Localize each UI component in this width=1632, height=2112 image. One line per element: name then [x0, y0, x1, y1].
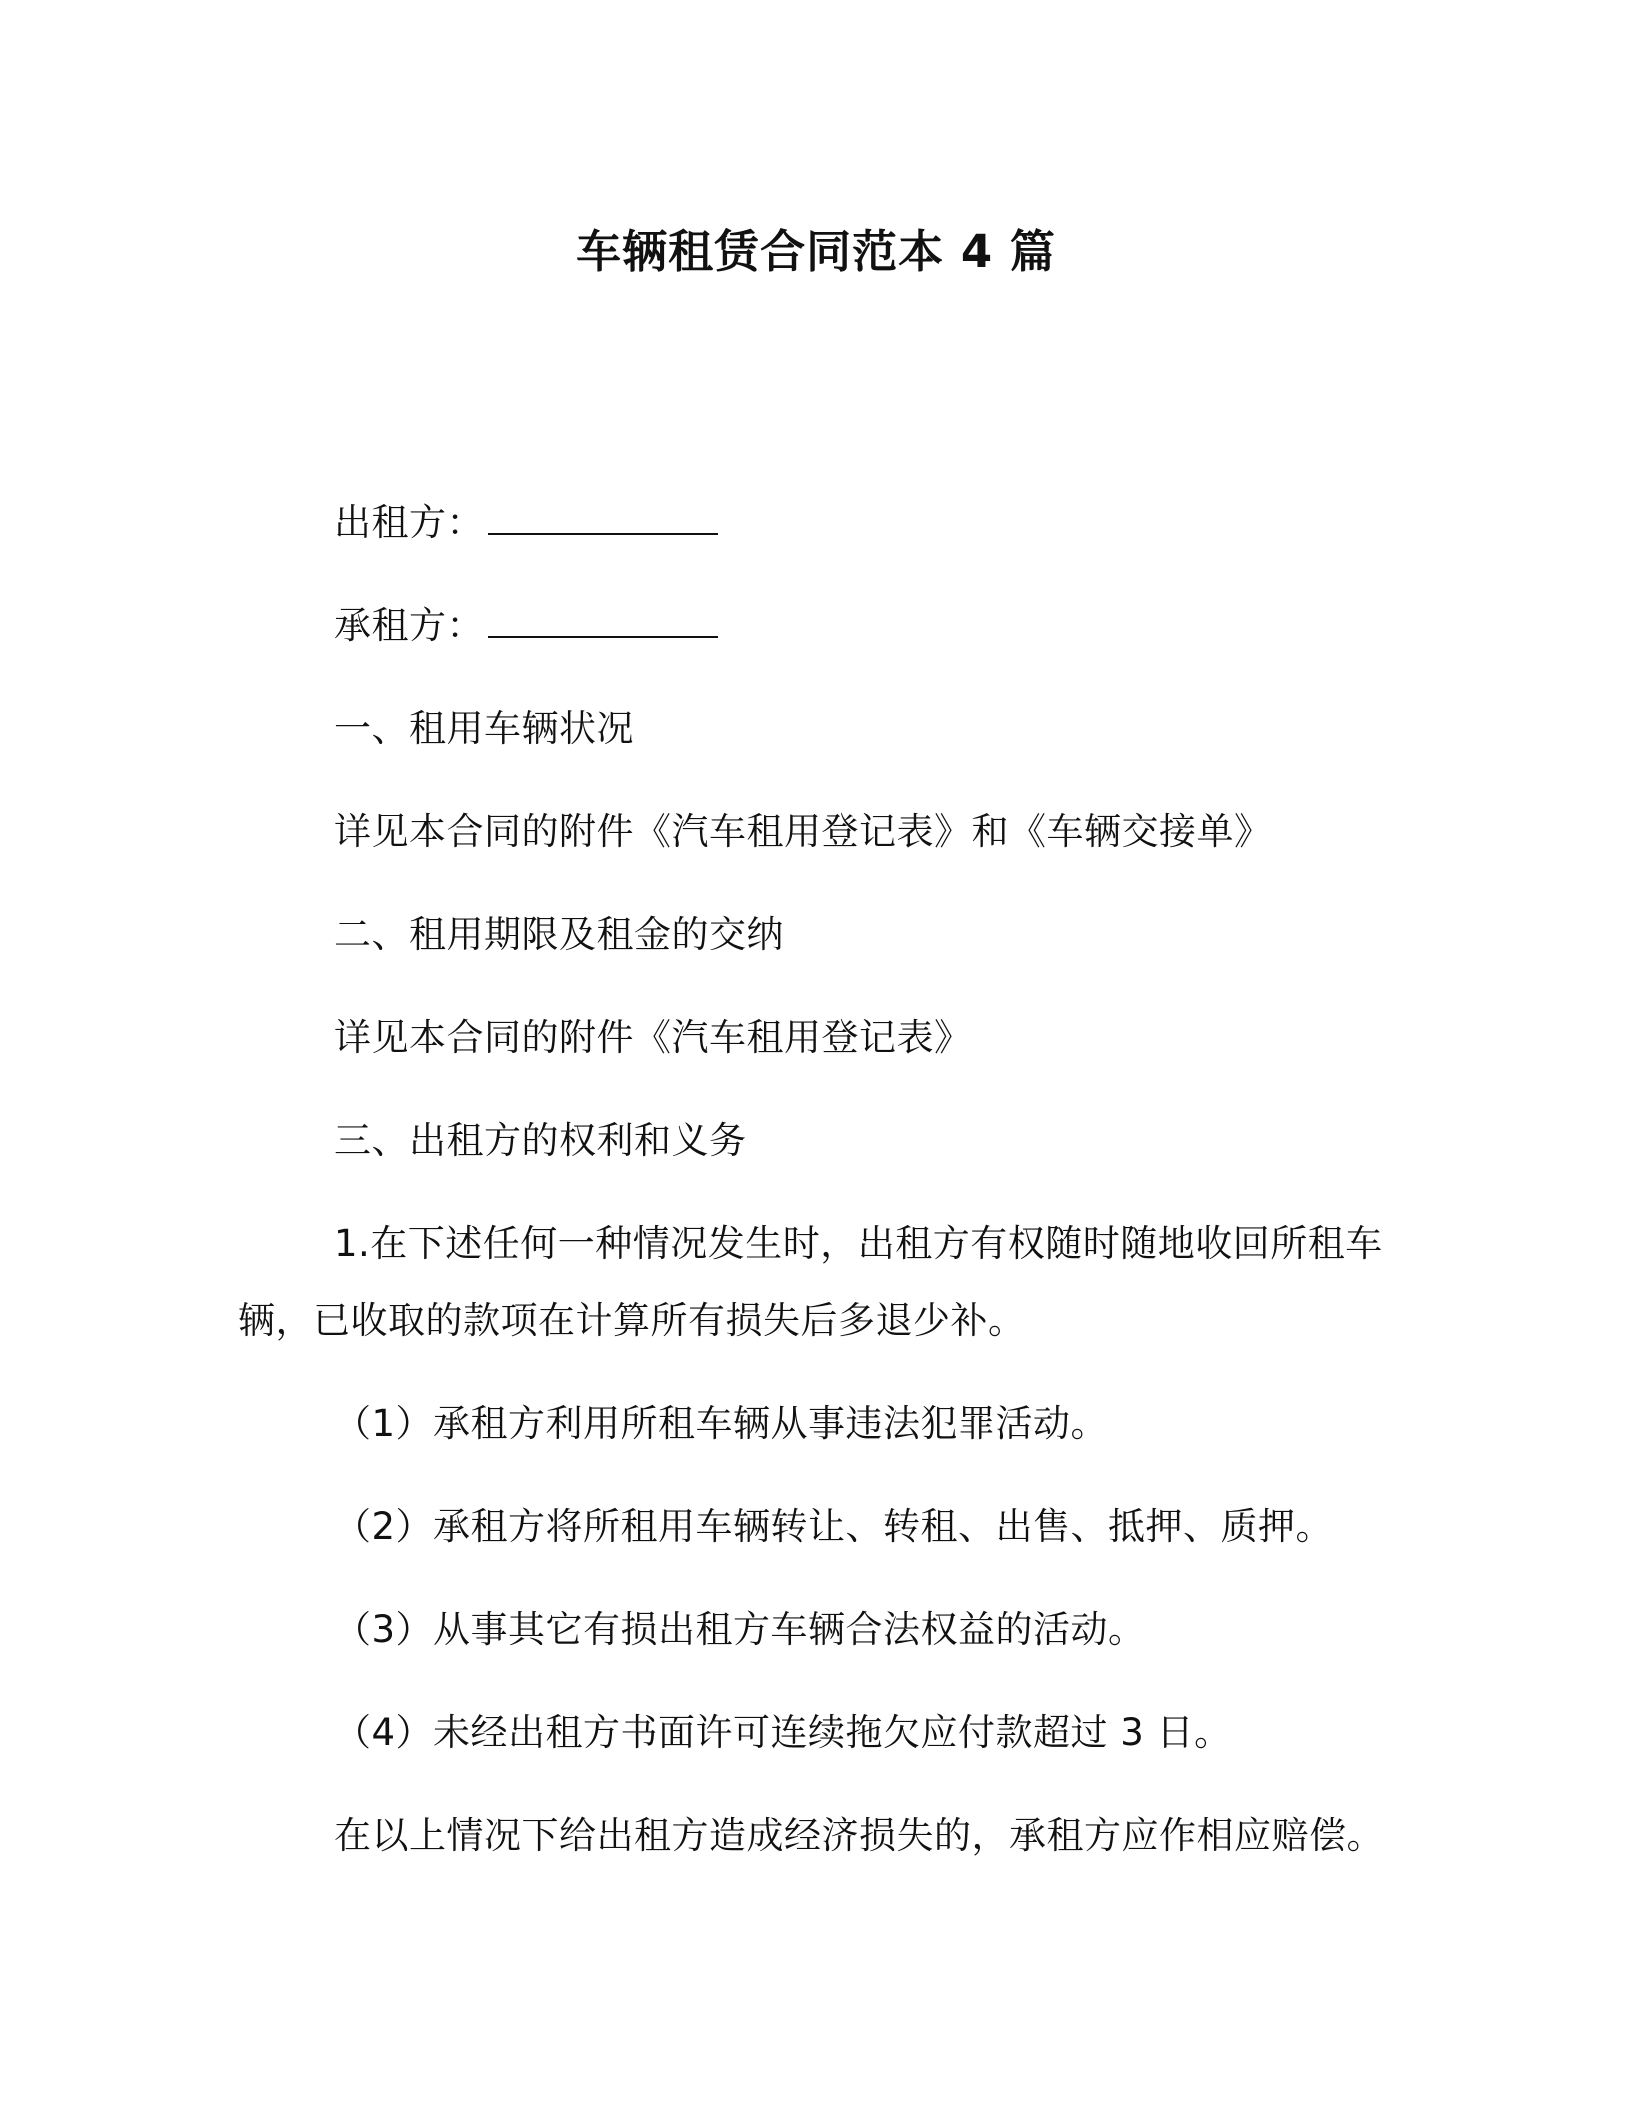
lessor-label: 出租方： — [334, 501, 484, 544]
case-item: （4）未经出租方书面许可连续拖欠应付款超过 3 日。 — [334, 1711, 1232, 1754]
case-item: （1）承租方利用所租车辆从事违法犯罪活动。 — [334, 1402, 1109, 1445]
document-title: 车辆租赁合同范本 4 篇 — [576, 225, 1056, 278]
case-item: （3）从事其它有损出租方车辆合法权益的活动。 — [334, 1608, 1146, 1651]
item1-line2: 辆，已收取的款项在计算所有损失后多退少补。 — [238, 1299, 1026, 1342]
section2-heading: 二、租用期限及租金的交纳 — [334, 913, 784, 956]
case-item: （2）承租方将所租用车辆转让、转租、出售、抵押、质押。 — [334, 1505, 1334, 1548]
lessor-line — [334, 497, 718, 549]
lessee-line — [334, 600, 718, 652]
lessor-blank — [488, 503, 718, 535]
section1-text: 详见本合同的附件《汽车租用登记表》和《车辆交接单》 — [334, 810, 1272, 853]
section3-heading: 三、出租方的权利和义务 — [334, 1119, 747, 1162]
section2-text: 详见本合同的附件《汽车租用登记表》 — [334, 1016, 972, 1059]
item1-line1: 1.在下述任何一种情况发生时，出租方有权随时随地收回所租车 — [334, 1222, 1383, 1265]
section1-heading: 一、租用车辆状况 — [334, 707, 634, 750]
lessee-blank — [488, 606, 718, 638]
lessee-label: 承租方： — [334, 604, 484, 647]
compensation-text: 在以上情况下给出租方造成经济损失的，承租方应作相应赔偿。 — [334, 1814, 1384, 1857]
